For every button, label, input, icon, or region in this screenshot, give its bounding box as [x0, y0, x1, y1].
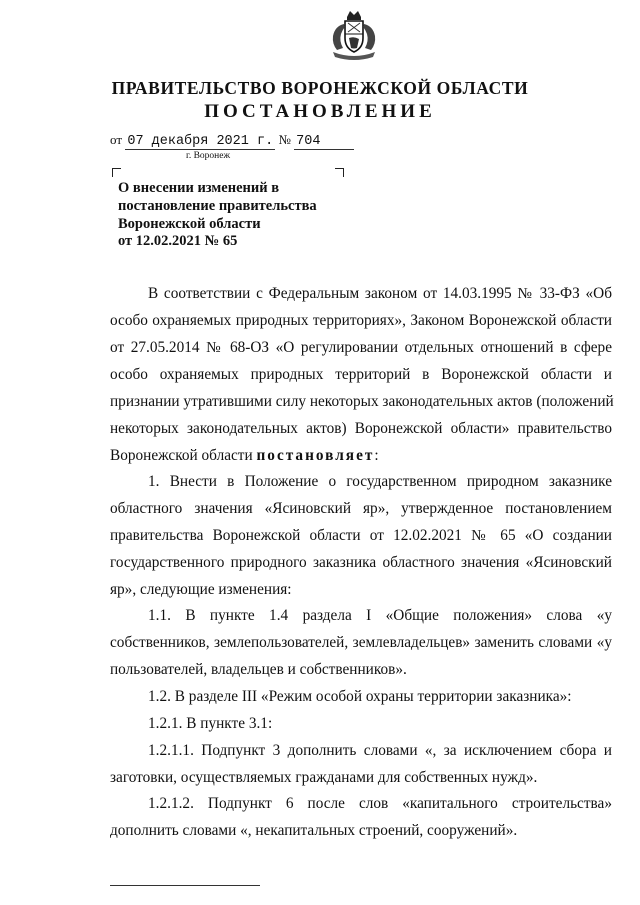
- body-line: 1.2.1.1. Подпункт 3 дополнить словами «, за исключением сбора и: [148, 742, 612, 759]
- body-line: пользователей, владельцев и собственников».: [110, 661, 407, 678]
- body-line: 1.2. В разделе III «Режим особой охраны территории заказника»:: [148, 688, 572, 705]
- subject-line: от 12.02.2021 № 65: [118, 233, 238, 250]
- body-line: 1.1. В пункте 1.4 раздела I «Общие положения» слова «у: [148, 607, 612, 624]
- subject-line: О внесении изменений в: [118, 180, 280, 196]
- body-line: собственников, землепользователей, землевладельцев» заменить словами «у: [110, 634, 612, 651]
- number-prefix: №: [278, 132, 291, 147]
- document-number: 704: [294, 134, 354, 150]
- body-line: признании утратившими силу некоторых законодательных актов (положений: [110, 393, 614, 410]
- subject-bracket-right: [335, 168, 344, 177]
- body-line: особо охраняемых природных территорий в Воронежской области и: [110, 366, 612, 383]
- body-text: :: [374, 447, 379, 464]
- document-date: 07 декабря 2021 г.: [125, 134, 275, 150]
- body-line: заготовки, осуществляемых гражданами для собственных нужд».: [110, 769, 538, 786]
- subject-line: Воронежской области: [118, 215, 261, 232]
- body-line: областного значения «Ясиновский яр», утвержденное постановлением: [110, 500, 612, 517]
- body-line: государственного природного заказника областного значения «Ясиновский: [110, 554, 612, 571]
- coat-of-arms-icon: [325, 8, 383, 64]
- body-line: [110, 445, 612, 467]
- keyword-postanovlyaet: постановляет: [256, 447, 375, 464]
- body-line: особо охраняемых природных территориях», Законом Воронежской области: [110, 312, 612, 329]
- body-line: яр», следующие изменения:: [110, 581, 292, 598]
- body-line: 1.2.1. В пункте 3.1:: [148, 715, 273, 732]
- subject-block: [118, 180, 348, 251]
- body-line: от 27.05.2014 № 68-ОЗ «О регулировании отдельных отношений в сфере: [110, 339, 612, 356]
- subject-line: постановление правительства: [118, 197, 317, 214]
- body-line: 1.2.1.2. Подпункт 6 после слов «капитального строительства»: [148, 795, 612, 812]
- date-prefix: от: [110, 132, 123, 147]
- body-line: 1. Внести в Положение о государственном природном заказнике: [148, 473, 612, 490]
- subject-bracket-left: [112, 168, 121, 177]
- body-line: дополнить словами «, некапитальных строений, сооружений».: [110, 822, 518, 839]
- body-line: В соответствии с Федеральным законом от 14.03.1995 № 33-ФЗ «Об: [148, 285, 612, 302]
- body-line: правительства Воронежской области от 12.02.2021 № 65 «О создании: [110, 527, 612, 544]
- date-number-line: [110, 132, 354, 152]
- document-type: ПОСТАНОВЛЕНИЕ: [204, 101, 436, 122]
- footnote-divider: [110, 885, 260, 886]
- body-line: некоторых законодательных актов) Воронежской области» правительство: [110, 420, 612, 437]
- organization-name: ПРАВИТЕЛЬСТВО ВОРОНЕЖСКОЙ ОБЛАСТИ: [111, 78, 529, 98]
- city-label: г. Воронеж: [186, 151, 231, 161]
- body-text: Воронежской области: [110, 447, 253, 464]
